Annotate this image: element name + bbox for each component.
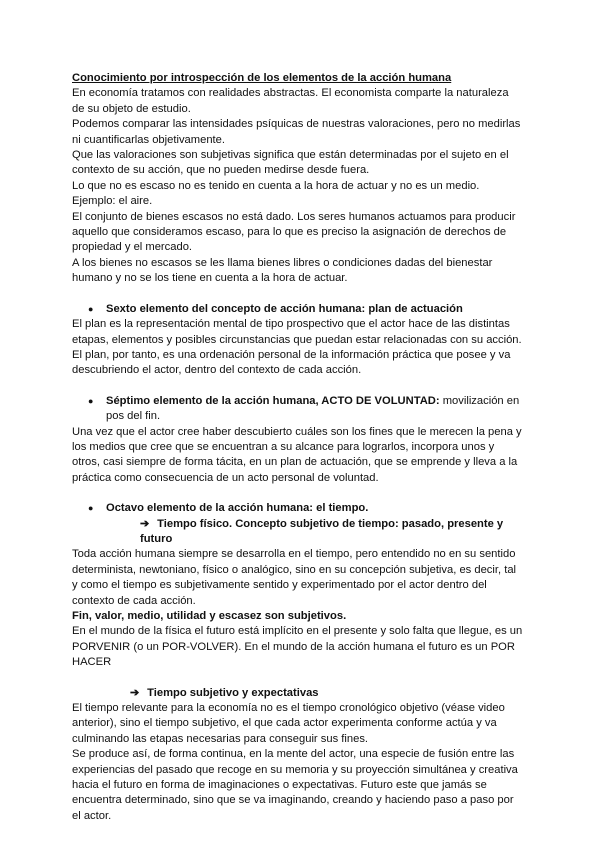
document-body	[72, 71, 524, 824]
sub-heading: ➔ Tiempo físico. Concepto subjetivo de tiempo: pasado, presente y futuro	[140, 517, 504, 545]
bullet-dot-icon: ●	[88, 303, 94, 314]
bold-statement: Fin, valor, medio, utilidad y escasez son subjetivos.	[72, 610, 347, 622]
paragraph: Una vez que el actor cree haber descubierto cuáles son los fines que le merecen la pena y los medios que cree que se encuentran a su alcance para lograrlos, incorpora unos y otros, casi siempre de forma tácita, en un plan de actuación, que se emprende y lleva a la práctica como consecuencia de un acto personal de voluntad.	[72, 425, 522, 484]
paragraph: Lo que no es escaso no es tenido en cuenta a la hora de actuar y no es un medio. Ejemplo: el aire.	[72, 179, 480, 208]
arrow-right-icon: ➔	[140, 517, 150, 530]
bullet-item	[72, 302, 524, 317]
paragraph: El conjunto de bienes escasos no está dado. Los seres humanos actuamos para producir aquello que consideramos escaso, para lo que es preciso la asignación de derechos de propiedad y el mercado.	[72, 210, 516, 254]
bullet-dot-icon: ●	[88, 395, 94, 406]
sub-heading: ➔ Tiempo subjetivo y expectativas	[72, 686, 524, 701]
bullet-heading: Octavo elemento de la acción humana: el tiempo.	[106, 502, 369, 515]
bullet-heading: Séptimo elemento de la acción humana, ACTO DE VOLUNTAD:	[106, 394, 440, 407]
bullet-heading-tail: movilización en pos del fin.	[106, 394, 520, 423]
section-title: Conocimiento por introspección de los elementos de la acción humana	[72, 72, 452, 84]
bullet-heading: Sexto elemento del concepto de acción humana: plan de actuación	[106, 302, 463, 315]
paragraph: El plan, por tanto, es una ordenación personal de la información práctica que posee y va descubriendo el actor, dentro del contexto de cada acción.	[72, 348, 511, 377]
bullet-dot-icon: ●	[88, 503, 94, 514]
bullet-item	[72, 501, 524, 516]
paragraph: Podemos comparar las intensidades psíquicas de nuestras valoraciones, pero no medirlas ni cuantificarlas objetivamente.	[72, 118, 521, 146]
arrow-right-icon: ➔	[130, 686, 140, 699]
paragraph: Que las valoraciones son subjetivas significa que están determinadas por el sujeto en el contexto de su acción, que no pueden medirse desde fuera.	[72, 149, 509, 177]
bullet-item	[72, 394, 524, 425]
paragraph: El tiempo relevante para la economía no es el tiempo cronológico objetivo (véase video anterior), sino el tiempo subjetivo, el que cada actor experimenta conforme actúa y va culminando las etapas necesarias para conseguir sus fines.	[72, 702, 505, 745]
paragraph: En el mundo de la física el futuro está implícito en el presente y solo falta que llegue, es un PORVENIR (o un POR-VOLVER). En el mundo de la acción humana el futuro es un POR HACER	[72, 625, 523, 669]
paragraph: A los bienes no escasos se les llama bienes libres o condiciones dadas del bienestar humano y no se los tiene en cuenta a la hora de actuar.	[72, 256, 493, 285]
paragraph: El plan es la representación mental de tipo prospectivo que el actor hace de las distintas etapas, elementos y posibles circunstancias que puedan estar relacionadas con su acción.	[72, 318, 522, 346]
paragraph: Toda acción humana siempre se desarrolla en el tiempo, pero entendido no en su sentido determinista, newtoniano, físico o analógico, sino en su concepción subjetiva, es decir, tal y como el tiempo es subjetivamente sentido y experimentado por el actor dentro del contexto de cada acción.	[72, 548, 517, 607]
paragraph: En economía tratamos con realidades abstractas. El economista comparte la naturaleza de su objeto de estudio.	[72, 87, 509, 115]
paragraph: Se produce así, de forma continua, en la mente del actor, una especie de fusión entre las experiencias del pasado que recoge en su memoria y su proyección simultánea y creativa hacia el futuro en forma de imaginaciones o expectativas. Futuro este que jamás se encuentra determinado, sino que se va imaginando, creando y haciendo paso a paso por el actor.	[72, 748, 518, 822]
